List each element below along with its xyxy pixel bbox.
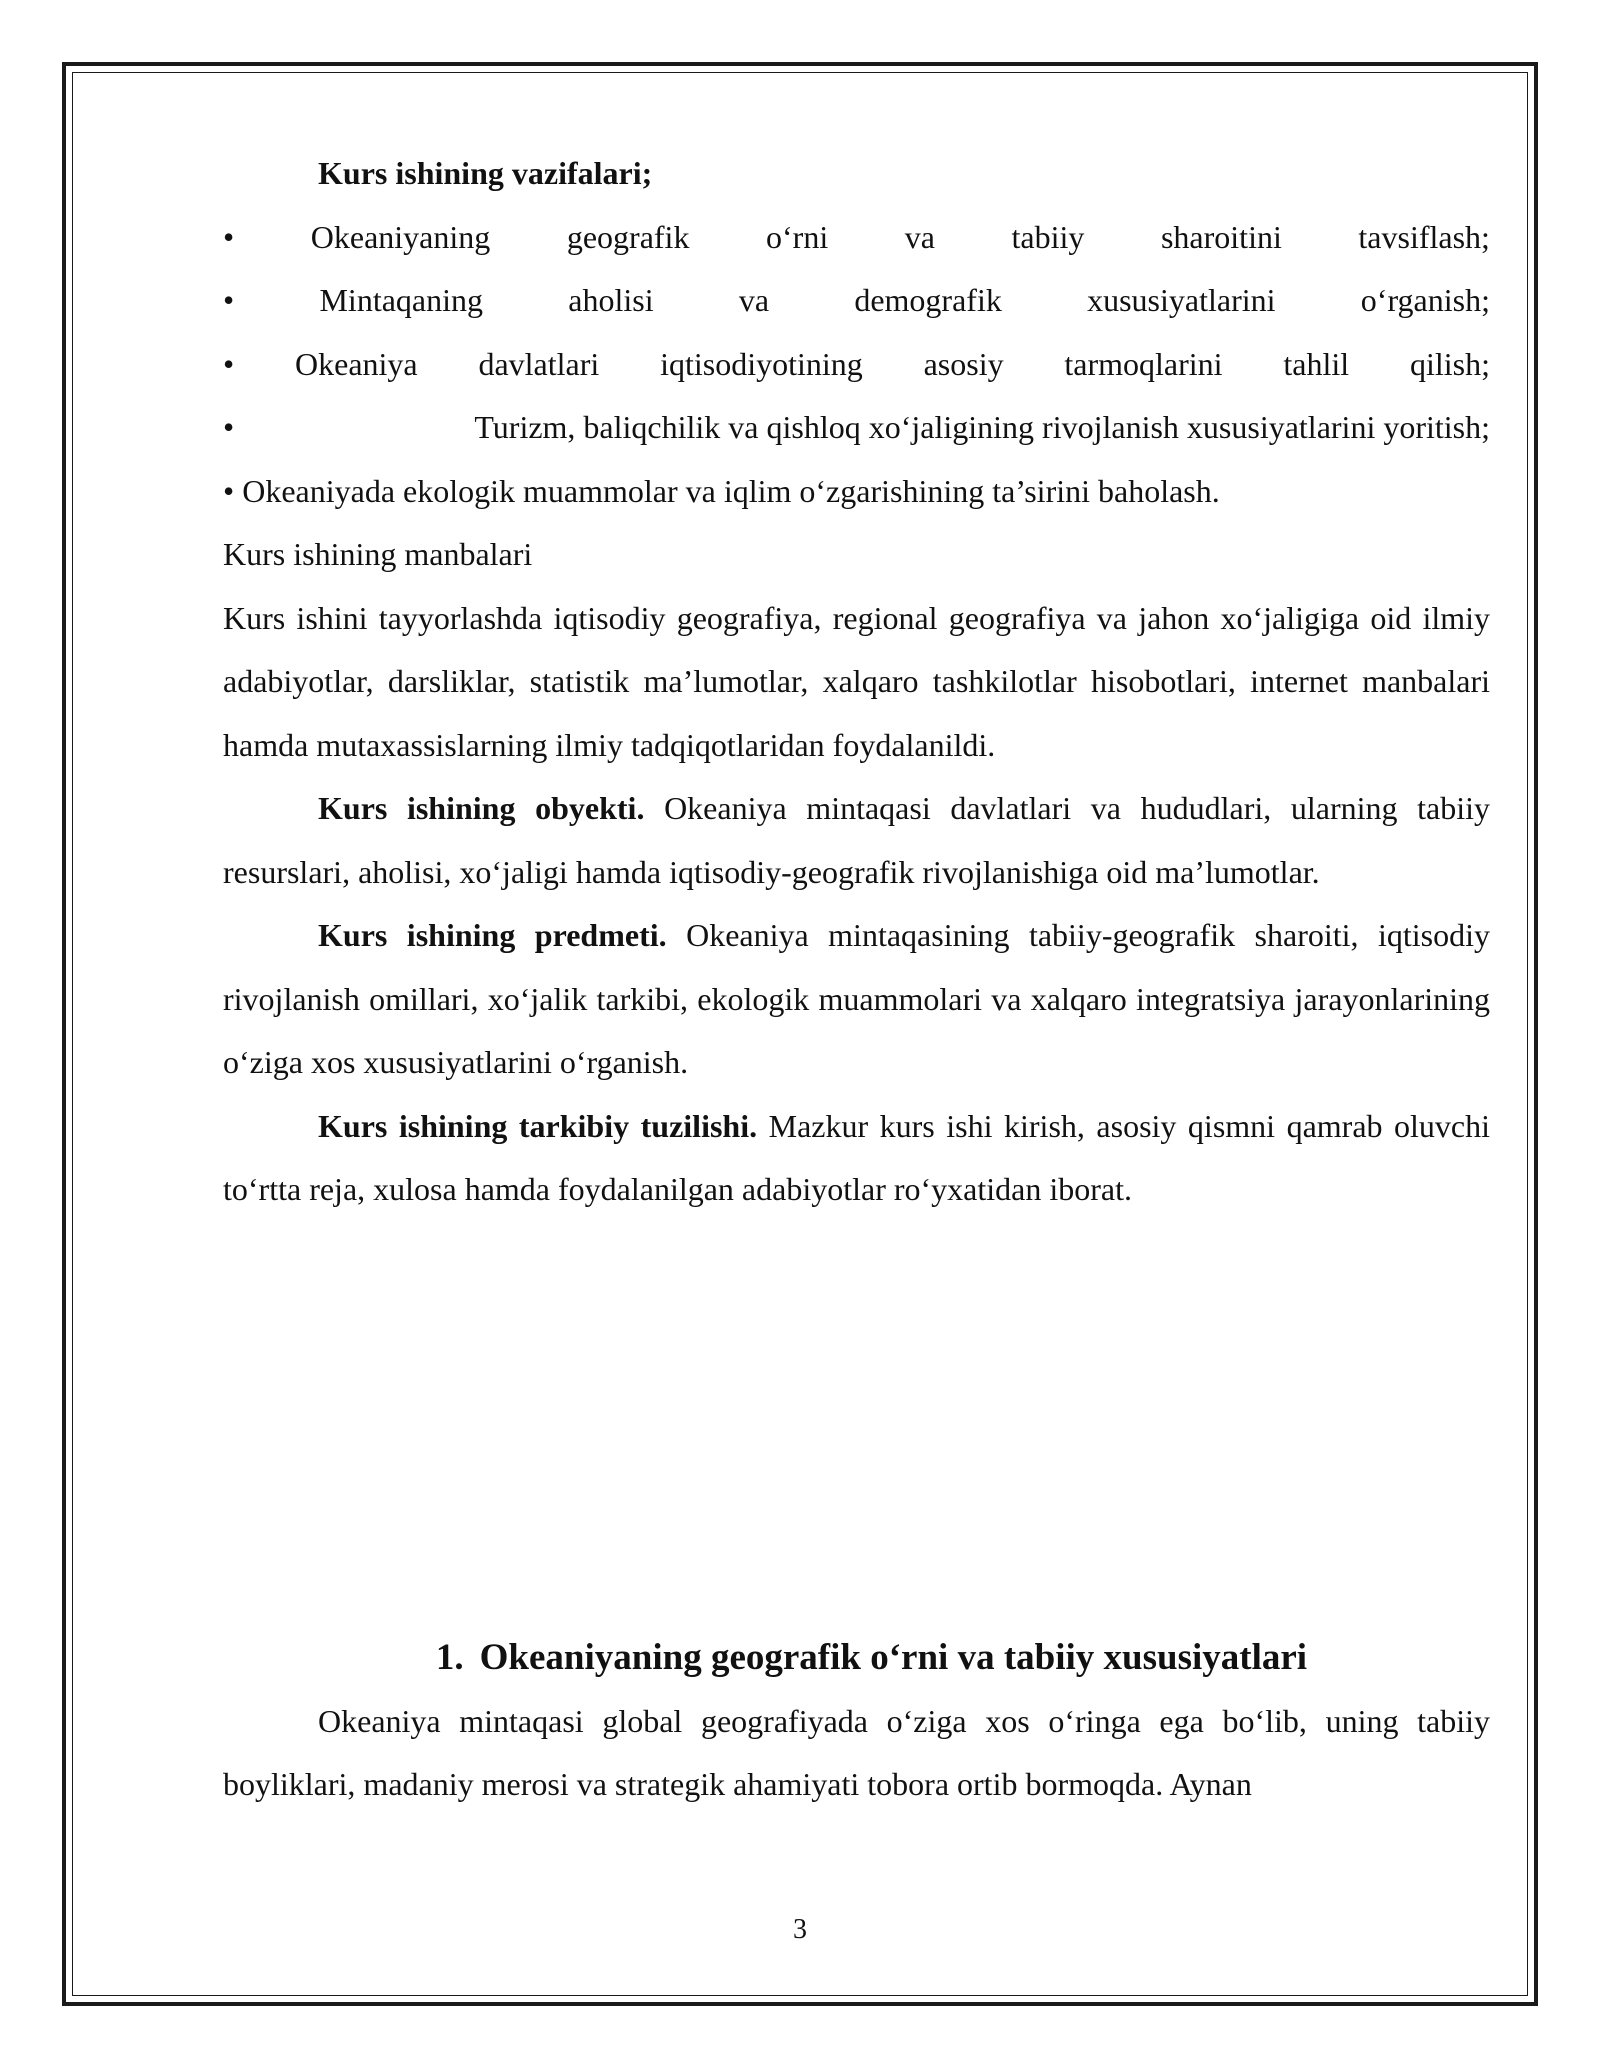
sources-paragraph: Kurs ishini tayyorlashda iqtisodiy geografiya, regional geografiya va jahon xo‘jaligiga oid ilmiy adabiyotlar, darsliklar, statistik ma’lumotlar, xalqaro tashkilotlar hisobotlari, internet manbalari hamda mutaxassislarning ilmiy tadqiqotlaridan foydalanildi. [223,599,1490,763]
word: Okeaniya [295,345,418,382]
word: tahlil [1283,345,1350,382]
word: sharoitini [1160,218,1282,255]
bullet-item-2 [223,269,1490,333]
bullet-item-1 [223,206,1490,270]
word: o‘rganish; [1360,282,1490,318]
word: o‘rni [766,218,829,255]
object-text: Okeaniya mintaqasi davlatlari va hududlari, ularning tabiiy resurslari, aholisi, xo‘jaligi hamda iqtisodiy-geografik rivojlanishiga oid ma’lumotlar. [223,790,1491,890]
bullet-item-3 [223,333,1490,397]
section-paragraph: Okeaniya mintaqasi global geografiyada o‘ziga xos o‘ringa ega bo‘lib, uning tabiiy boyliklari, madaniy merosi va strategik ahamiyati tobora ortib bormoqda. Aynan [223,1702,1490,1802]
page-number: 3 [793,1914,807,1945]
subject-paragraph [223,904,1490,1095]
word: va [904,218,935,255]
structure-paragraph [223,1095,1490,1222]
word: demografik [854,282,1002,318]
word: Okeaniyaning [310,218,491,255]
word: geografik [566,218,690,255]
word: tabiiy [1011,218,1085,255]
bullet-mark: • [223,282,235,318]
word: Mintaqaning [319,282,483,318]
bullet-mark: • [223,409,235,445]
subject-label: Kurs ishining predmeti. [318,917,667,953]
tasks-heading: Kurs ishining vazifalari; [318,155,653,191]
bullet-item-5: • Okeaniyada ekologik muammolar va iqlim o‘zgarishining ta’sirini baholash. [223,472,1220,509]
word: iqtisodiyotining [660,345,863,382]
word: tavsiflash; [1358,218,1490,255]
bullet-mark: • [223,345,235,382]
object-label: Kurs ishining obyekti. [318,790,645,826]
word: davlatlari [478,345,600,382]
word: aholisi [568,282,654,318]
word: asosiy [923,345,1004,382]
bullet-text: Turizm, baliqchilik va qishloq xo‘jaligining rivojlanish xususiyatlarini yoritish; [474,409,1490,445]
section-title: Okeaniyaning geografik o‘rni va tabiiy xususiyatlari [479,1636,1308,1678]
bullet-item-4 [223,396,1490,460]
section-heading [223,1626,1490,1690]
sources-heading: Kurs ishining manbalari [223,536,533,572]
subject-text: Okeaniya mintaqasining tabiiy-geografik sharoiti, iqtisodiy rivojlanish omillari, xo‘jalik tarkibi, ekologik muammolari va xalqaro integratsiya jarayonlarining o‘ziga xos xususiyatlarini o‘rganish. [223,917,1491,1080]
blank-space [223,1222,1490,1616]
word: xususiyatlarini [1087,282,1276,318]
word: tarmoqlarini [1064,345,1223,382]
page-content [223,142,1490,1817]
section-number: 1. [435,1636,464,1678]
object-paragraph [223,777,1490,904]
word: qilish; [1409,345,1490,382]
bullet-mark: • [223,218,235,255]
structure-text: Mazkur kurs ishi kirish, asosiy qismni qamrab oluvchi to‘rtta reja, xulosa hamda foydalanilgan adabiyotlar ro‘yxatidan iborat. [223,1107,1491,1207]
structure-label: Kurs ishining tarkibiy tuzilishi. [318,1107,758,1144]
word: va [738,282,770,318]
